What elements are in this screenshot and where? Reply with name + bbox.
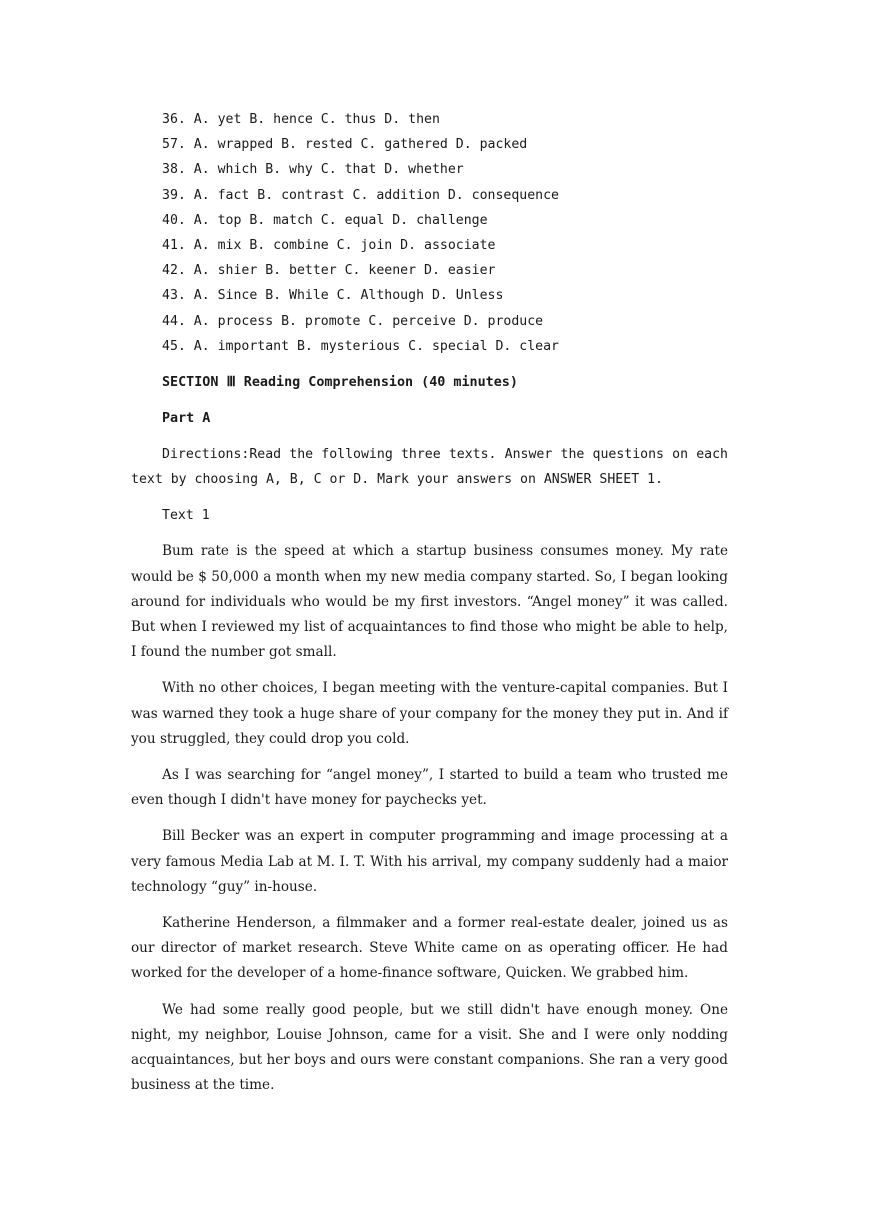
option-line: 42. A. shier B. better C. keener D. easier — [162, 263, 496, 279]
option-line: 44. A. process B. promote C. perceive D. produce — [162, 313, 544, 329]
option-line: 57. A. wrapped B. rested C. gathered D. packed — [162, 137, 528, 153]
passage-paragraph: Bum rate is the speed at which a startup business consumes money. My rate would be $ 50,000 a month when my new media company started. So, I began looking around for individuals who would be my first investors. “Angel money” it was called. But when I reviewed my list of acquaintances to find those who might be able to help, I found the number got small. — [131, 543, 728, 661]
option-line: 41. A. mix B. combine C. join D. associate — [162, 237, 496, 253]
option-line: 43. A. Since B. While C. Although D. Unless — [162, 288, 504, 304]
answer-options-list — [162, 109, 762, 361]
directions-paragraph: Directions:Read the following three texts. Answer the questions on each text by choosing A, B, C or D. Mark your answers on ANSWER SHEET 1. — [131, 447, 728, 488]
passage-paragraph: With no other choices, I began meeting with the venture-capital companies. But I was warned they took a huge share of your company for the money they put in. And if you struggled, they could drop you cold. — [131, 680, 728, 747]
section-title: SECTION Ⅲ Reading Comprehension (40 minutes) — [162, 375, 518, 390]
passage-paragraph: We had some really good people, but we still didn't have enough money. One night, my neighbor, Louise Johnson, came for a visit. She and I were only nodding acquaintances, but her boys and ours were constant companions. She ran a very good business at the time. — [131, 1001, 728, 1094]
option-line: 40. A. top B. match C. equal D. challenge — [162, 212, 488, 228]
reading-section — [131, 370, 728, 1109]
passage-paragraph: Bill Becker was an expert in computer programming and image processing at a very famous Media Lab at M. I. T. With his arrival, my company suddenly had a maior technology “guy” in-house. — [131, 828, 728, 895]
passage-paragraph: Katherine Henderson, a filmmaker and a former real-estate dealer, joined us as our director of market research. Steve White came on as operating officer. He had worked for the developer of a home-finance software, Quicken. We grabbed him. — [131, 915, 728, 982]
option-line: 45. A. important B. mysterious C. special D. clear — [162, 338, 559, 354]
option-line: 36. A. yet B. hence C. thus D. then — [162, 112, 440, 127]
option-line: 38. A. which B. why C. that D. whether — [162, 162, 464, 178]
option-line: 39. A. fact B. contrast C. addition D. consequence — [162, 187, 559, 203]
text-label: Text 1 — [162, 508, 210, 524]
passage-paragraph: As I was searching for “angel money”, I started to build a team who trusted me even though I didn't have money for paychecks yet. — [131, 767, 728, 809]
part-title: Part A — [162, 411, 211, 426]
